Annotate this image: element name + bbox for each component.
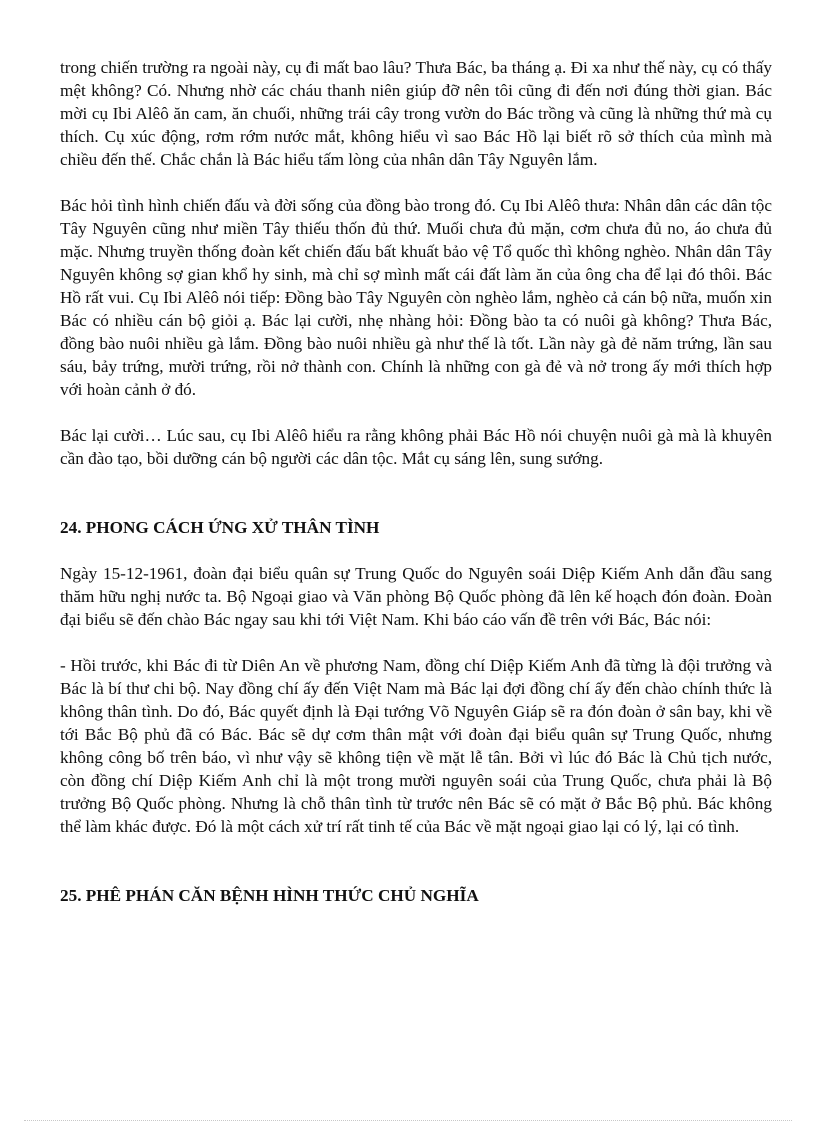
paragraph-delegation-visit: Ngày 15-12-1961, đoàn đại biểu quân sự Trung Quốc do Nguyên soái Diệp Kiếm Anh dẫn đầu sang thăm hữu nghị nước ta. Bộ Ngoại giao và Văn phòng Bộ Quốc phòng đã lên kế hoạch đón đoàn. Đoàn đại biểu sẽ đến chào Bác ngay sau khi tới Việt Nam. Khi báo cáo vấn đề trên với Bác, Bác nói:: [60, 564, 772, 629]
paragraph-battle-and-life: Bác hỏi tình hình chiến đấu và đời sống của đồng bào trong đó. Cụ Ibi Alêô thưa: Nhân dân các dân tộc Tây Nguyên cũng như miền Tây thiếu thốn đủ thứ. Muối chưa đủ mặn, cơm chưa đủ no, áo chưa đủ mặc. Nhưng truyền thống đoàn kết chiến đấu bất khuất bảo vệ Tổ quốc thì không nghèo. Nhân dân Tây Nguyên không sợ gian khổ hy sinh, mà chỉ sợ mình mất cái đất làm ăn của ông cha để lại đó thôi. Bác Hồ rất vui. Cụ Ibi Alêô nói tiếp: Đồng bào Tây Nguyên còn nghèo lắm, nghèo cả cán bộ nữa, muốn xin Bác có nhiều cán bộ giỏi ạ. Bác lại cười, nhẹ nhàng hỏi: Đồng bào ta có nuôi gà không? Thưa Bác, đồng bào nuôi nhiều gà lắm. Đồng bào nuôi nhiều gà như thế là tốt. Lần này gà đẻ năm trứng, lần sau sáu, bảy trứng, mười trứng, rồi nở thành con. Chính là những con gà đẻ và nở trong ấy mới thích hợp với hoàn cảnh ở đó.: [60, 196, 772, 399]
paragraph-uncle-ho-response: - Hồi trước, khi Bác đi từ Diên An về phương Nam, đồng chí Diệp Kiếm Anh đã từng là đội trưởng và Bác là bí thư chi bộ. Nay đồng chí ấy đến Việt Nam mà Bác lại đợi đồng chí ấy đến chào chính thức là không thân tình. Do đó, Bác quyết định là Đại tướng Võ Nguyên Giáp sẽ ra đón đoàn ở sân bay, khi về tới Bắc Bộ phủ đã có Bác. Bác sẽ dự cơm thân mật với đoàn đại biểu quân sự Trung Quốc, nhưng không công bố trên báo, vì như vậy sẽ không tiện về mặt lễ tân. Bởi vì lúc đó Bác là Chủ tịch nước, còn đồng chí Diệp Kiếm Anh chỉ là một trong mười nguyên soái của Trung Quốc, chưa phải là Bộ trưởng Bộ Quốc phòng. Nhưng là chỗ thân tình từ trước nên Bác sẽ có mặt ở Bắc Bộ phủ. Bác không thể làm khác được. Đó là một cách xử trí rất tinh tế của Bác về mặt ngoại giao lại có lý, lại có tình.: [60, 656, 772, 836]
section-24-heading: 24. PHONG CÁCH ỨNG XỬ THÂN TÌNH: [60, 518, 380, 537]
page-bottom-divider: [24, 1120, 792, 1121]
section-25-heading: 25. PHÊ PHÁN CĂN BỆNH HÌNH THỨC CHỦ NGHĨA: [60, 886, 479, 905]
paragraph-chicken-lesson: Bác lại cười… Lúc sau, cụ Ibi Alêô hiểu ra rằng không phải Bác Hồ nói chuyện nuôi gà mà là khuyên cần đào tạo, bồi dưỡng cán bộ người các dân tộc. Mắt cụ sáng lên, sung sướng.: [60, 426, 772, 468]
document-page: [60, 56, 772, 907]
paragraph-ibi-aleo-visit: trong chiến trường ra ngoài này, cụ đi mất bao lâu? Thưa Bác, ba tháng ạ. Đi xa như thế này, cụ có thấy mệt không? Có. Nhưng nhờ các cháu thanh niên giúp đỡ nên tôi cũng đi đến nơi đúng thời gian. Bác mời cụ Ibi Alêô ăn cam, ăn chuối, những trái cây trong vườn do Bác trồng và cũng là những thứ mà cụ thích. Cụ xúc động, rơm rớm nước mắt, không hiểu vì sao Bác Hồ lại biết rõ sở thích của mình mà chiều đến thế. Chắc chắn là Bác hiểu tấm lòng của nhân dân Tây Nguyên lắm.: [60, 58, 772, 169]
